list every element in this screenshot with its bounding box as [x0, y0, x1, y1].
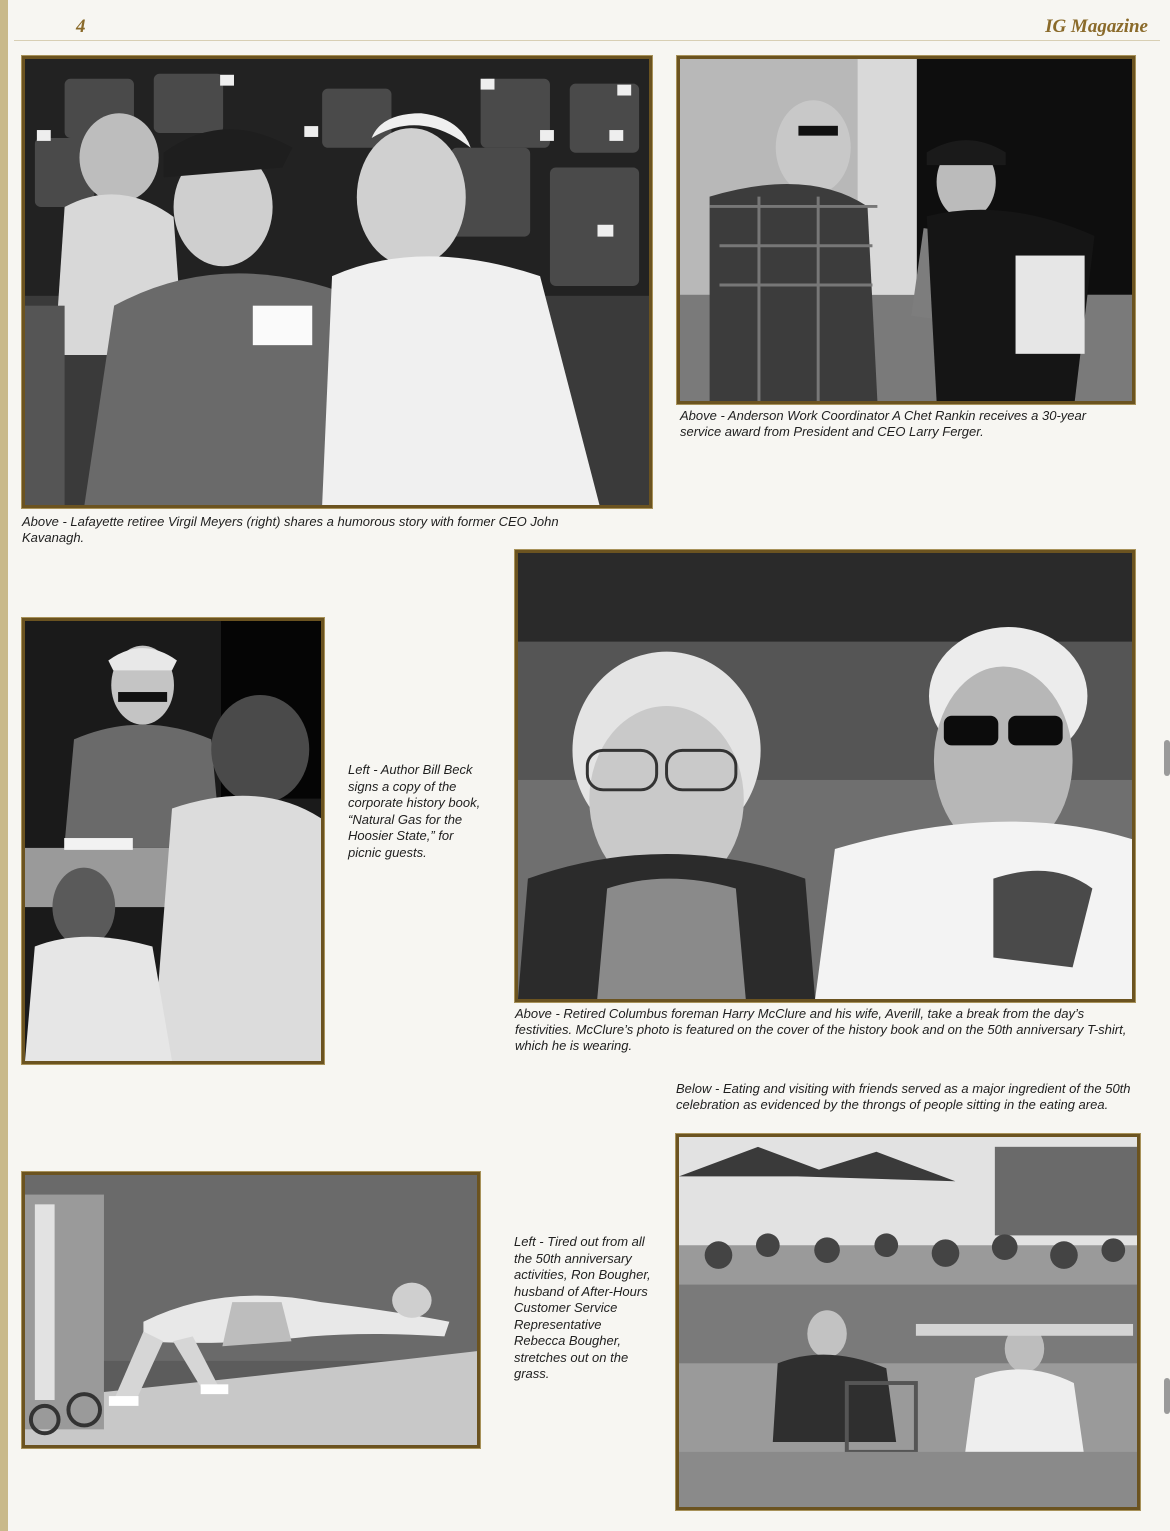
photo-rankin-ferger [677, 56, 1135, 404]
photo-eating-area [676, 1134, 1140, 1510]
seat-number-label: 3 [613, 130, 619, 141]
caption-bougher: Left - Tired out from all the 50th anniversary activities, Ron Bougher, husband of After-Hours Customer Service Representative Rebecca Bougher, stretches out on the grass. [514, 1234, 651, 1381]
scan-edge-mark [1164, 1378, 1170, 1414]
photo-meyers-kavanagh [22, 56, 652, 508]
caption-eating-area: Below - Eating and visiting with friends served as a major ingredient of the 50th celebration as evidenced by the throngs of people sitting in the eating area. [676, 1081, 1131, 1112]
seat-number-label: 4 [544, 130, 550, 141]
caption-meyers-kavanagh: Above - Lafayette retiree Virgil Meyers (right) shares a humorous story with former CEO John Kavanagh. [22, 514, 559, 545]
seat-number-label: 8 [41, 130, 47, 141]
page-edge-rule [0, 0, 8, 1531]
seat-number-label: 4 [485, 79, 491, 90]
header-divider [14, 40, 1160, 41]
photo-bougher [22, 1172, 480, 1448]
scan-edge-mark [1164, 740, 1170, 776]
caption-mcclure: Above - Retired Columbus foreman Harry McClure and his wife, Averill, take a break from the day’s festivities. McClure’s photo is featured on the cover of the history book and on the 50th anniversary T-shirt, which he is wearing. [515, 1006, 1127, 1053]
seat-number-label: 6 [308, 126, 314, 137]
caption-bill-beck: Left - Author Bill Beck signs a copy of the corporate history book, “Natural Gas for the Hoosier State,” for picnic guests. [348, 762, 481, 860]
magazine-title: IG Magazine [1045, 16, 1148, 37]
seat-number-label: 7 [224, 75, 230, 86]
photo-mcclure [515, 550, 1135, 1002]
seat-number-label: 2 [621, 85, 627, 96]
page-number: 4 [76, 16, 86, 37]
seat-number-label: 4 [602, 226, 608, 237]
photo-bill-beck [22, 618, 324, 1064]
caption-rankin-ferger: Above - Anderson Work Coordinator A Chet Rankin receives a 30-year service award from President and CEO Larry Ferger. [680, 408, 1087, 439]
